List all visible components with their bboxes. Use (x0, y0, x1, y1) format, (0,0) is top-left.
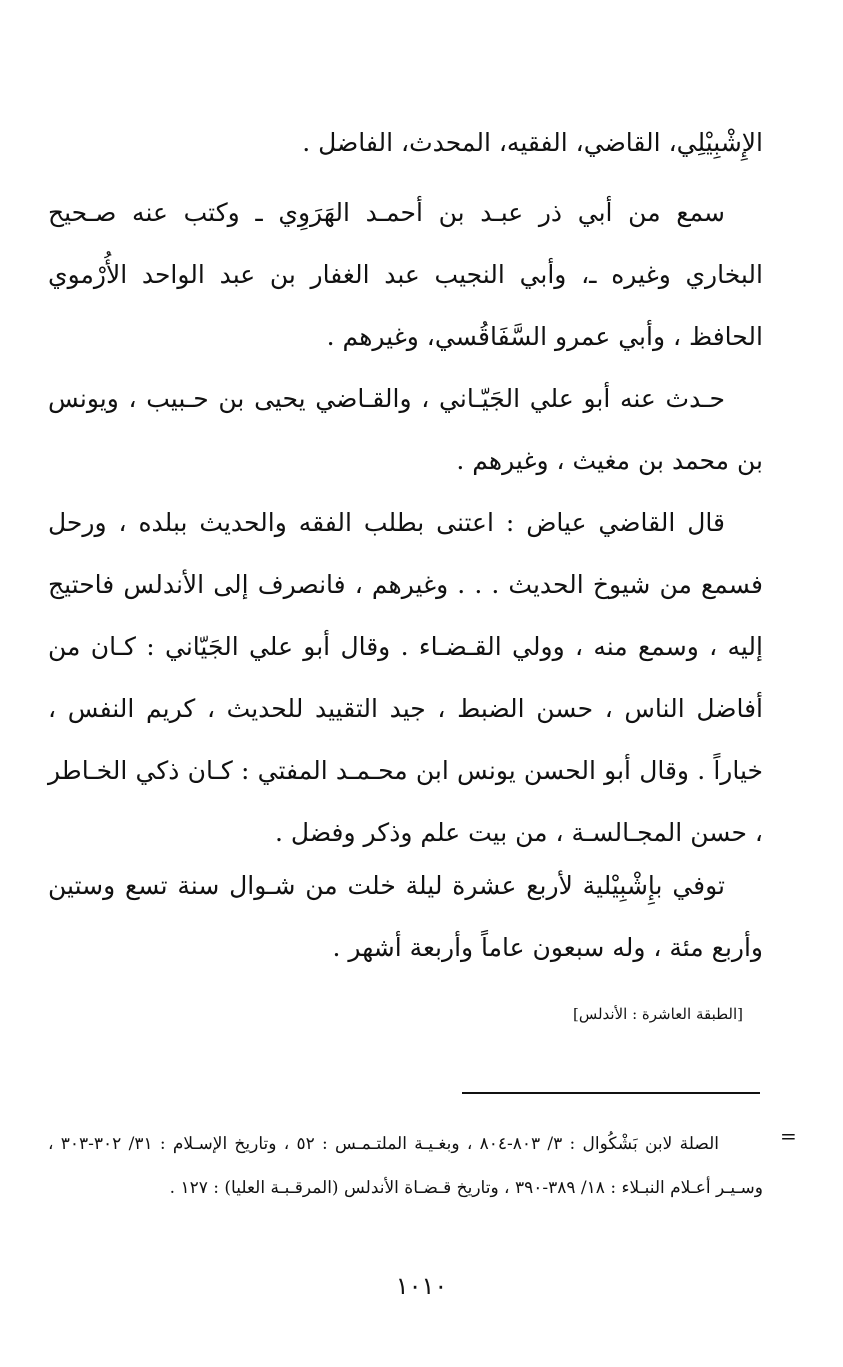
paragraph-death: توفي بإِشْبِيْلية لأربع عشرة ليلة خلت من شـوال سنة تسع وستين وأربع مئة ، وله سبعون عاماً وأربعة أشهر . (48, 871, 763, 962)
page-number: ١٠١٠ (395, 1272, 448, 1300)
footnote-text: الصلة لابن بَشْكُوال : ٣/ ٨٠٣-٨٠٤ ، وبغـيـة الملتـمـس : ٥٢ ، وتاريخ الإسـلام : ٣١/ ٣٠٢-٣٠٣ ، وسـيـر أعـلام النبـلاء : ١٨/ ٣٨٩-٣٩٠ ، وتاريخ قـضـاة الأندلس (المرقـبـة العليا) : ١٢٧ . (48, 1134, 763, 1198)
paragraph-opening: الإِشْبِيْلِي، القاضي، الفقيه، المحدث، الفاضل . (302, 128, 763, 157)
paragraph-teachers: سمع من أبي ذر عبـد بن أحمـد الهَرَوِي ـ وكتب عنه صـحيح البخاري وغيره ـ، وأبي النجيب عبد الغفار بن عبد الواحد الأُرْموي الحافظ ، وأبي عمرو السَّفَاقُسي، وغيرهم . (48, 198, 763, 351)
paragraph-biography: قال القاضي عياض : اعتنى بطلب الفقه والحديث ببلده ، ورحل فسمع من شيوخ الحديث . . . وغيرهم ، فانصرف إلى الأندلس فاحتيج إليه ، وسمع منه ، وولي القـضـاء . وقال أبو علي الجَيّاني : كـان من أفاضل الناس ، حسن الضبط ، جيد التقييد للحديث ، كريم النفس ، خياراً . وقال أبو الحسن يونس ابن محـمـد المفتي : كـان ذكي الخـاطر ، حسن المجـالسـة ، من بيت علم وذكر وفضل . (48, 508, 763, 847)
section-tag: [الطبقة العاشرة : الأندلس] (573, 1005, 743, 1023)
paragraph-students: حـدث عنه أبو علي الجَيّـاني ، والقـاضي يحيى بن حـبيب ، ويونس بن محمد بن مغيث ، وغيرهم . (48, 384, 763, 475)
footnote-divider (462, 1092, 760, 1094)
footnote-continuation-marker: = (780, 1124, 797, 1148)
